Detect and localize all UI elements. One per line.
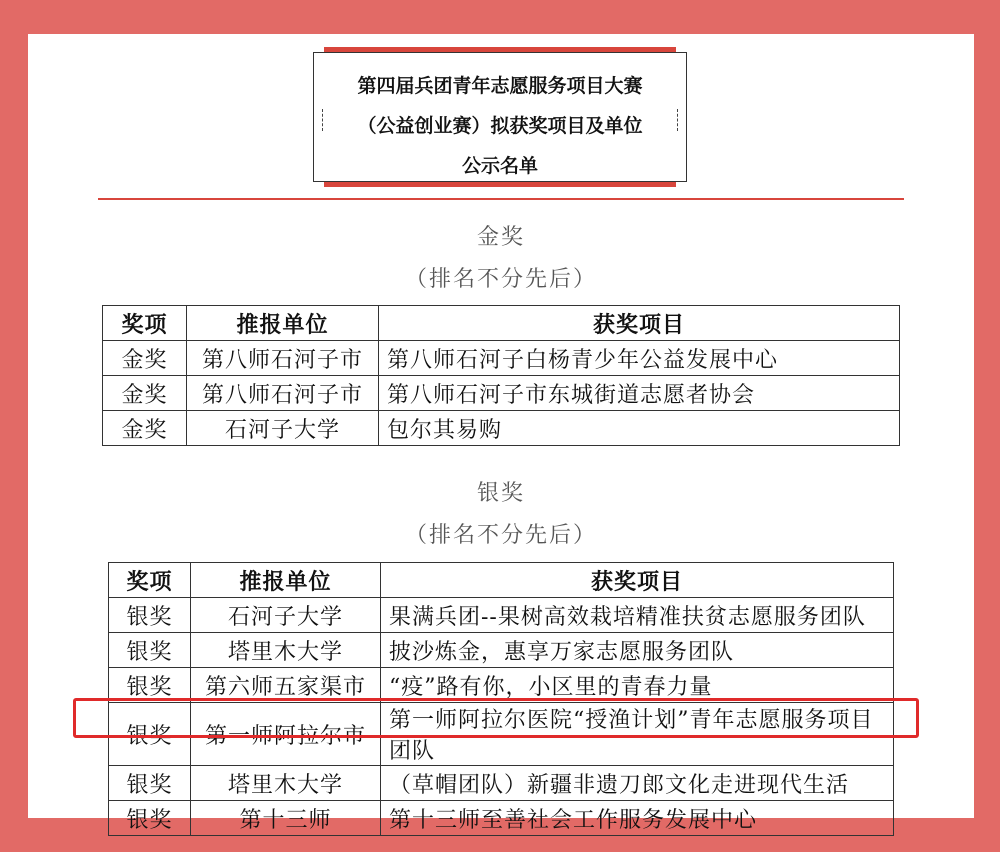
cell-unit: 塔里木大学 [191, 766, 381, 801]
cell-unit: 第六师五家渠市 [191, 668, 381, 703]
section-divider [98, 198, 904, 200]
table-row [109, 801, 894, 836]
title-line-3: 公示名单 [461, 155, 538, 177]
cell-project: （草帽团队）新疆非遗刀郎文化走进现代生活 [381, 766, 894, 801]
table-header-row [109, 563, 894, 598]
cell-project: “疫”路有你，小区里的青春力量 [381, 668, 894, 703]
document-page [28, 34, 974, 833]
title-top-bar [324, 47, 676, 52]
cell-project: 第八师石河子市东城街道志愿者协会 [379, 376, 900, 411]
cell-award: 银奖 [109, 668, 191, 703]
cell-award: 金奖 [103, 376, 187, 411]
cell-project: 包尔其易购 [379, 411, 900, 446]
cell-unit: 第八师石河子市 [187, 376, 379, 411]
cell-project: 果满兵团--果树高效栽培精准扶贫志愿服务团队 [381, 598, 894, 633]
cell-unit: 塔里木大学 [191, 633, 381, 668]
cell-award: 金奖 [103, 411, 187, 446]
table-row [103, 376, 900, 411]
title-box [313, 52, 687, 182]
cell-project: 披沙炼金，惠享万家志愿服务团队 [381, 633, 894, 668]
cell-unit: 第十三师 [191, 801, 381, 836]
highlight-box [73, 698, 919, 738]
cell-award: 银奖 [109, 633, 191, 668]
header-unit: 推报单位 [187, 306, 379, 341]
header-project: 获奖项目 [379, 306, 900, 341]
cell-award: 银奖 [109, 766, 191, 801]
gold-note: （排名不分先后） [404, 267, 597, 292]
cell-unit: 第一师阿拉尔市 [191, 703, 381, 766]
header-award: 奖项 [109, 563, 191, 598]
title-bottom-bar [324, 182, 676, 187]
header-project: 获奖项目 [381, 563, 894, 598]
table-header-row [103, 306, 900, 341]
cell-award: 银奖 [109, 598, 191, 633]
title-line-1: 第四届兵团青年志愿服务项目大赛 [357, 75, 643, 97]
cell-unit: 石河子大学 [187, 411, 379, 446]
cell-unit: 第八师石河子市 [187, 341, 379, 376]
table-row [109, 633, 894, 668]
table-row [109, 598, 894, 633]
cell-award: 金奖 [103, 341, 187, 376]
table-row [103, 411, 900, 446]
cell-award: 银奖 [109, 801, 191, 836]
cell-project: 第一师阿拉尔医院“授渔计划”青年志愿服务项目团队 [381, 703, 894, 766]
table-row [103, 341, 900, 376]
gold-table [102, 305, 900, 446]
cell-project: 第八师石河子白杨青少年公益发展中心 [379, 341, 900, 376]
header-unit: 推报单位 [191, 563, 381, 598]
title-line-2: （公益创业赛）拟获奖项目及单位 [357, 115, 643, 137]
table-row [109, 766, 894, 801]
silver-note: （排名不分先后） [404, 523, 597, 548]
cell-project: 第十三师至善社会工作服务发展中心 [381, 801, 894, 836]
header-award: 奖项 [103, 306, 187, 341]
silver-heading: 银奖 [476, 481, 525, 506]
cell-unit: 石河子大学 [191, 598, 381, 633]
gold-heading: 金奖 [476, 225, 525, 250]
cell-award: 银奖 [109, 703, 191, 766]
